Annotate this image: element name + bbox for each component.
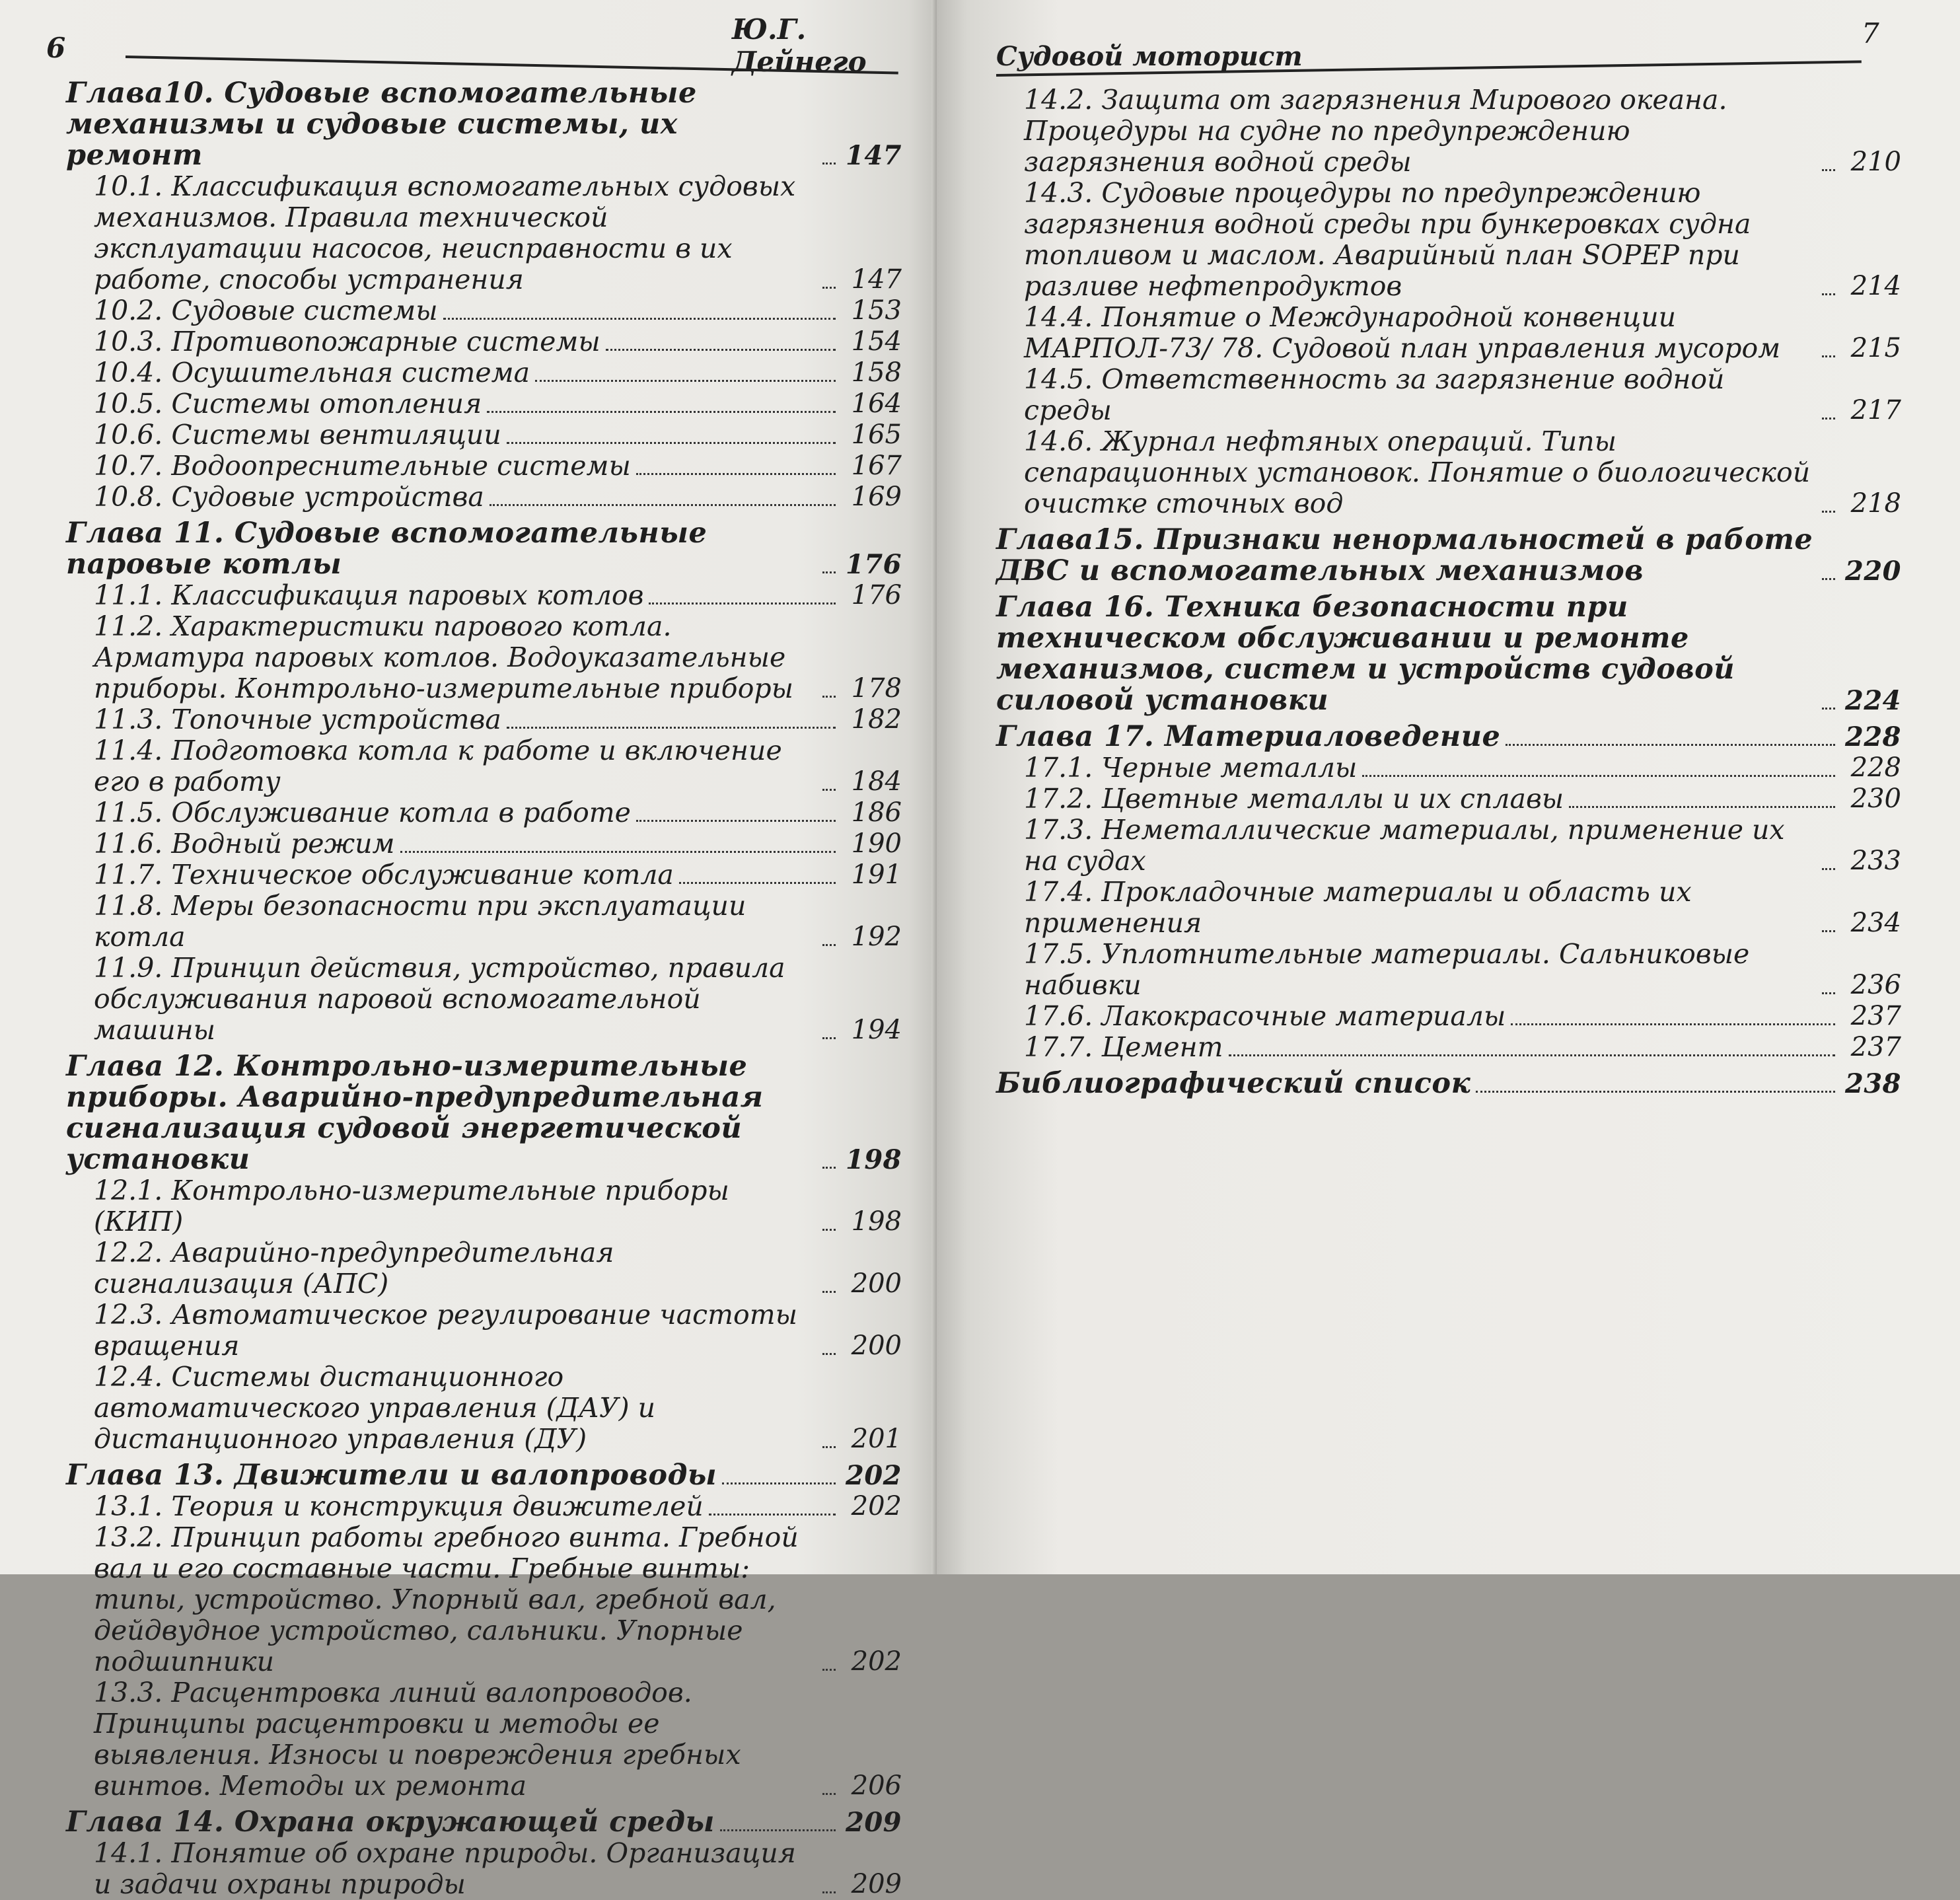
dot-leader	[822, 789, 836, 791]
dot-leader	[822, 1891, 836, 1893]
toc-section-entry	[66, 1237, 902, 1299]
dot-leader	[1822, 930, 1835, 932]
toc-entry-title: 10.2. Судовые системы	[94, 295, 438, 326]
dot-leader	[1822, 992, 1835, 994]
toc-entry-title: Глава15. Признаки ненормальностей в работе ДВС и вспомогательных механизмов	[996, 523, 1813, 587]
dot-leader	[636, 473, 836, 475]
dot-leader	[1822, 293, 1835, 295]
dot-leader	[822, 1446, 836, 1448]
dot-leader	[822, 1669, 836, 1671]
toc-section-entry	[66, 295, 902, 326]
toc-entry-title: 11.9. Принцип действия, устройство, правила обслуживания паровой вспомогательной машины	[94, 952, 785, 1046]
left-page-number: 6	[46, 32, 66, 64]
dot-leader	[649, 603, 836, 604]
left-running-header: Ю.Г. Дейнего	[732, 13, 867, 78]
toc-entry-title: 12.3. Автоматическое регулирование частоты вращения	[94, 1299, 797, 1362]
toc-page-number: 214	[1850, 271, 1901, 301]
toc-entry-title: 17.5. Уплотнительные материалы. Сальниковые набивки	[1024, 938, 1750, 1001]
dot-leader	[1822, 868, 1835, 870]
toc-page-number: 190	[851, 828, 902, 859]
toc-section-entry	[66, 357, 902, 388]
toc-section-entry	[66, 891, 902, 953]
toc-page-number: 202	[846, 1460, 902, 1491]
toc-page-number: 158	[851, 357, 902, 388]
toc-page-number: 176	[846, 549, 902, 580]
toc-section-entry	[996, 178, 1901, 302]
toc-section-entry	[66, 451, 902, 482]
toc-page-number: 234	[1850, 908, 1901, 938]
toc-page-number: 237	[1850, 1001, 1901, 1031]
dot-leader	[822, 696, 836, 698]
toc-chapter-entry	[66, 78, 902, 171]
toc-entry-title: 17.4. Прокладочные материалы и область их применения	[1024, 876, 1692, 939]
dot-leader	[1229, 1054, 1835, 1056]
toc-section-entry	[66, 735, 902, 797]
toc-chapter-entry	[66, 1051, 902, 1175]
toc-page-number: 178	[851, 673, 902, 704]
dot-leader	[1822, 355, 1835, 357]
toc-page-number: 198	[846, 1144, 902, 1175]
toc-entry-title: 10.6. Системы вентиляции	[94, 419, 501, 451]
toc-entry-title: 14.4. Понятие о Международной конвенции МАРПОЛ-73/ 78. Судовой план управления мусором	[1024, 301, 1781, 364]
toc-page-number: 228	[1850, 752, 1901, 783]
toc-entry-title: 10.4. Осушительная система	[94, 357, 530, 388]
toc-section-entry	[996, 1001, 1901, 1032]
left-page	[0, 0, 937, 1900]
toc-entry-title: Глава 14. Охрана окружающей среды	[66, 1806, 715, 1839]
dot-leader	[1569, 806, 1835, 808]
toc-section-entry	[996, 939, 1901, 1001]
toc-entry-title: 17.3. Неметаллические материалы, применение их на судах	[1024, 814, 1785, 877]
dot-leader	[490, 504, 836, 506]
toc-entry-title: 13.1. Теория и конструкция движителей	[94, 1490, 704, 1522]
dot-leader	[1362, 775, 1835, 777]
toc-section-entry	[996, 364, 1901, 426]
dot-leader	[822, 1037, 836, 1039]
dot-leader	[507, 442, 836, 444]
toc-entry-title: 11.6. Водный режим	[94, 828, 395, 859]
dot-leader	[822, 1291, 836, 1293]
dot-leader	[606, 349, 836, 351]
toc-entry-title: 11.8. Меры безопасности при эксплуатации котла	[94, 890, 746, 953]
dot-leader	[822, 287, 836, 289]
dot-leader	[1822, 169, 1835, 171]
toc-section-entry	[66, 611, 902, 704]
toc-entry-title: 11.1. Классификация паровых котлов	[94, 579, 644, 611]
dot-leader	[535, 380, 836, 382]
dot-leader	[822, 1353, 836, 1355]
toc-page-number: 217	[1850, 395, 1901, 425]
toc-chapter-entry	[996, 592, 1901, 716]
toc-chapter-entry	[66, 518, 902, 580]
toc-page-number: 202	[851, 1646, 902, 1677]
toc-section-entry	[996, 1032, 1901, 1063]
toc-entry-title: 10.3. Противопожарные системы	[94, 326, 600, 357]
right-page-number: 7	[1862, 17, 1879, 50]
toc-section-entry	[996, 302, 1901, 364]
toc-page-number: 215	[1850, 333, 1901, 363]
toc-section-entry	[66, 1522, 902, 1677]
dot-leader	[1506, 744, 1835, 746]
right-page	[937, 0, 1960, 1574]
toc-page-number: 202	[851, 1491, 902, 1521]
toc-page-number: 238	[1845, 1068, 1901, 1099]
toc-page-number: 209	[846, 1807, 902, 1838]
toc-entry-title: 12.4. Системы дистанционного автоматического управления (ДАУ) и дистанционного управления (ДУ)	[94, 1361, 656, 1455]
toc-page-number: 186	[851, 797, 902, 828]
dot-leader	[822, 571, 836, 573]
toc-entry-title: 11.2. Характеристики парового котла. Арматура паровых котлов. Водоуказательные приборы. Контрольно-измерительные приборы	[94, 610, 794, 704]
toc-chapter-entry	[996, 1068, 1901, 1099]
toc-entry-title: 17.2. Цветные металлы и их сплавы	[1024, 783, 1564, 815]
toc-page-number: 230	[1850, 784, 1901, 814]
toc-section-entry	[66, 1299, 902, 1362]
toc-page-number: 236	[1850, 970, 1901, 1000]
toc-section-entry	[66, 326, 902, 357]
toc-entry-title: 12.1. Контрольно-измерительные приборы (КИП)	[94, 1175, 729, 1237]
toc-page-number: 176	[851, 580, 902, 610]
toc-chapter-entry	[996, 721, 1901, 752]
dot-leader	[507, 727, 836, 729]
toc-entry-title: 17.6. Лакокрасочные материалы	[1024, 1000, 1506, 1032]
toc-entry-title: 14.1. Понятие об охране природы. Организация и задачи охраны природы	[94, 1837, 796, 1900]
toc-page-number: 184	[851, 766, 902, 797]
toc-page-number: 237	[1850, 1032, 1901, 1062]
dot-leader	[822, 163, 836, 164]
dot-leader	[636, 820, 836, 822]
toc-section-entry	[66, 1838, 902, 1900]
toc-page-number: 220	[1845, 556, 1901, 587]
toc-entry-title: 10.5. Системы отопления	[94, 388, 482, 420]
toc-page-number: 206	[851, 1771, 902, 1801]
toc-page-number: 209	[851, 1869, 902, 1899]
toc-entry-title: Библиографический список	[996, 1067, 1471, 1100]
toc-page-number: 182	[851, 704, 902, 735]
left-toc	[66, 73, 902, 1900]
dot-leader	[487, 411, 836, 413]
toc-entry-title: 11.4. Подготовка котла к работе и включение его в работу	[94, 735, 782, 797]
toc-entry-title: Глава10. Судовые вспомогательные механизмы и судовые системы, их ремонт	[66, 77, 697, 172]
toc-chapter-entry	[996, 525, 1901, 587]
toc-entry-title: 10.7. Водоопреснительные системы	[94, 450, 631, 482]
toc-page-number: 169	[851, 482, 902, 512]
dot-leader	[1511, 1023, 1835, 1025]
dot-leader	[1822, 578, 1835, 580]
toc-section-entry	[66, 420, 902, 451]
right-toc	[996, 85, 1901, 1099]
toc-section-entry	[66, 482, 902, 513]
toc-page-number: 198	[851, 1206, 902, 1237]
toc-page-number: 194	[851, 1015, 902, 1045]
toc-page-number: 224	[1845, 685, 1901, 716]
toc-section-entry	[996, 784, 1901, 815]
toc-entry-title: 14.3. Судовые процедуры по предупреждению загрязнения водной среды при бункеровках судна топливом и маслом. Аварийный план SOPEP при разливе нефтепродуктов	[1024, 177, 1751, 302]
dot-leader	[400, 851, 836, 853]
toc-entry-title: 10.8. Судовые устройства	[94, 481, 484, 513]
toc-page-number: 164	[851, 388, 902, 419]
dot-leader	[709, 1514, 836, 1516]
toc-section-entry	[66, 859, 902, 891]
toc-page-number: 165	[851, 420, 902, 450]
toc-section-entry	[66, 171, 902, 295]
toc-section-entry	[66, 1677, 902, 1802]
toc-entry-title: 14.2. Защита от загрязнения Мирового океана. Процедуры на судне по предупреждению загрязнения водной среды	[1024, 84, 1727, 178]
toc-section-entry	[66, 953, 902, 1046]
toc-section-entry	[66, 1175, 902, 1237]
dot-leader	[822, 944, 836, 946]
toc-page-number: 218	[1850, 488, 1901, 519]
dot-leader	[720, 1829, 836, 1831]
toc-page-number: 201	[851, 1424, 902, 1454]
dot-leader	[1476, 1091, 1835, 1093]
toc-entry-title: Глава 16. Техника безопасности при техническом обслуживании и ремонте механизмов, систем и устройств судовой силовой установки	[996, 591, 1735, 717]
toc-entry-title: Глава 12. Контрольно-измерительные приборы. Аварийно-предупредительная сигнализация судовой энергетической установки	[66, 1050, 764, 1176]
toc-page-number: 210	[1850, 147, 1901, 177]
toc-chapter-entry	[66, 1460, 902, 1491]
toc-page-number: 200	[851, 1331, 902, 1361]
toc-section-entry	[996, 877, 1901, 939]
toc-section-entry	[66, 1491, 902, 1522]
toc-section-entry	[66, 828, 902, 859]
toc-entry-title: Глава 13. Движители и валопроводы	[66, 1459, 717, 1492]
toc-page-number: 200	[851, 1268, 902, 1299]
dot-leader	[822, 1793, 836, 1795]
toc-page-number: 191	[851, 859, 902, 890]
toc-entry-title: 11.3. Топочные устройства	[94, 704, 501, 735]
toc-section-entry	[66, 580, 902, 611]
toc-entry-title: 13.2. Принцип работы гребного винта. Гребной вал и его составные части. Гребные винты: типы, устройство. Упорный вал, гребной вал, дейдвудное устройство, сальники. Упорные подшипники	[94, 1521, 799, 1677]
toc-page-number: 228	[1845, 721, 1901, 752]
toc-section-entry	[66, 388, 902, 420]
dot-leader	[679, 882, 836, 884]
toc-section-entry	[996, 752, 1901, 784]
dot-leader	[722, 1482, 836, 1484]
toc-section-entry	[996, 85, 1901, 178]
dot-leader	[822, 1229, 836, 1231]
toc-section-entry	[996, 815, 1901, 877]
toc-entry-title: 17.7. Цемент	[1024, 1031, 1223, 1063]
toc-entry-title: 12.2. Аварийно-предупредительная сигнализация (АПС)	[94, 1237, 614, 1299]
toc-entry-title: 17.1. Черные металлы	[1024, 752, 1358, 784]
toc-page-number: 154	[851, 326, 902, 357]
toc-page-number: 167	[851, 451, 902, 481]
toc-section-entry	[996, 426, 1901, 519]
toc-entry-title: 10.1. Классификация вспомогательных судовых механизмов. Правила технической эксплуатации насосов, неисправности в их работе, способы устранения	[94, 170, 796, 295]
toc-entry-title: 14.6. Журнал нефтяных операций. Типы сепарационных установок. Понятие о биологической очистке сточных вод	[1024, 425, 1811, 519]
toc-entry-title: 14.5. Ответственность за загрязнение водной среды	[1024, 363, 1725, 426]
toc-entry-title: Глава 17. Материаловедение	[996, 720, 1501, 753]
toc-page-number: 153	[851, 295, 902, 326]
toc-section-entry	[66, 1362, 902, 1455]
toc-page-number: 147	[851, 264, 902, 295]
toc-entry-title: 11.5. Обслуживание котла в работе	[94, 797, 631, 828]
toc-chapter-entry	[66, 1807, 902, 1838]
toc-section-entry	[66, 704, 902, 735]
toc-entry-title: 11.7. Техническое обслуживание котла	[94, 859, 674, 891]
toc-entry-title: 13.3. Расцентровка линий валопроводов. Принципы расцентровки и методы ее выявления. Износы и повреждения гребных винтов. Методы их ремонта	[94, 1677, 741, 1802]
dot-leader	[1822, 511, 1835, 513]
dot-leader	[443, 318, 836, 320]
dot-leader	[1822, 708, 1835, 710]
toc-page-number: 192	[851, 922, 902, 952]
dot-leader	[1822, 418, 1835, 420]
dot-leader	[822, 1167, 836, 1169]
toc-section-entry	[66, 797, 902, 828]
right-running-header: Судовой моторист	[996, 41, 1303, 72]
toc-entry-title: Глава 11. Судовые вспомогательные паровые котлы	[66, 517, 708, 581]
toc-page-number: 233	[1850, 846, 1901, 876]
toc-page-number: 147	[846, 140, 902, 171]
